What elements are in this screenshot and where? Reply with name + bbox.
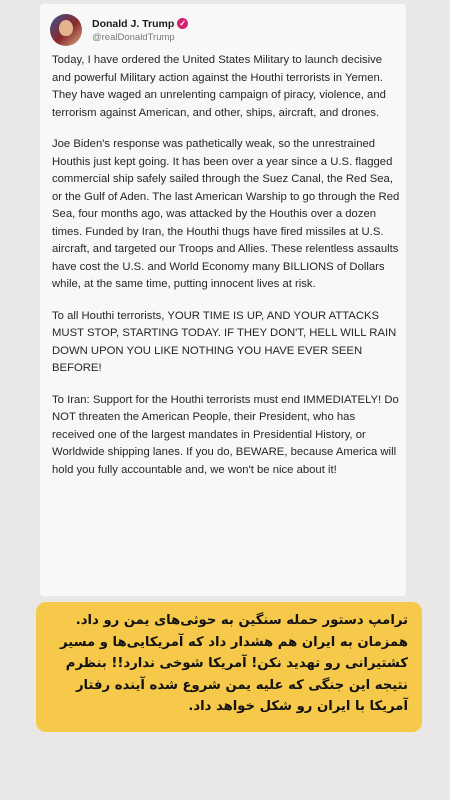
post-header: [50, 14, 188, 46]
post-paragraph: Today, I have ordered the United States Military to launch decisive and powerful Military action against the Houthi terrorists in Yemen. They have waged an unrelenting campaign of piracy, violence, and terrorism against American, and other, ships, aircraft, and drones.: [52, 54, 386, 119]
caption-banner: [36, 602, 422, 732]
author-name-row: [92, 18, 188, 30]
author-display-name[interactable]: Donald J. Trump: [92, 17, 175, 30]
author-info: [92, 18, 188, 43]
avatar[interactable]: [50, 14, 82, 46]
post-paragraph: To Iran: Support for the Houthi terrorists must end IMMEDIATELY! Do NOT threaten the American People, their President, who has received one of the largest mandates in Presidential History, or Worldwide shipping lanes. If you do, BEWARE, because America will hold you fully accountable and, we won't be nice about it!: [52, 393, 399, 476]
post-body: [52, 52, 400, 493]
caption-text: ترامپ دستور حمله سنگین به حوثی‌های یمن رو داد. همزمان به ایران هم هشدار داد که آمریکایی‌ها و مسیر کشتیرانی رو تهدید نکن! آمریکا شوخی ندارد!! بنظرم نتیجه این جنگی که علیه یمن شروع شده آینده رفتار آمریکا با ایران رو شکل خواهد داد.: [59, 613, 408, 714]
post-paragraph: To all Houthi terrorists, YOUR TIME IS UP, AND YOUR ATTACKS MUST STOP, STARTING TODAY. IF THEY DON'T, HELL WILL RAIN DOWN UPON YOU LIKE NOTHING YOU HAVE EVER SEEN BEFORE!: [52, 309, 397, 374]
verified-badge-icon: ✓: [177, 18, 188, 29]
author-handle[interactable]: @realDonaldTrump: [92, 31, 175, 43]
post-paragraph: Joe Biden's response was pathetically weak, so the unrestrained Houthis just kept going. It has been over a year since a U.S. flagged commercial ship safely sailed through the Suez Canal, the Red Sea, or the Gulf of Aden. The last American Warship to go through the Red Sea, four months ago, was attacked by the Houthis over a dozen times. Funded by Iran, the Houthi thugs have fired missiles at U.S. aircraft, and targeted our Troops and Allies. These relentless assaults have cost the U.S. and World Economy many BILLIONS of Dollars while, at the same time, putting innocent lives at risk.: [52, 138, 400, 290]
post-card: [40, 4, 406, 596]
